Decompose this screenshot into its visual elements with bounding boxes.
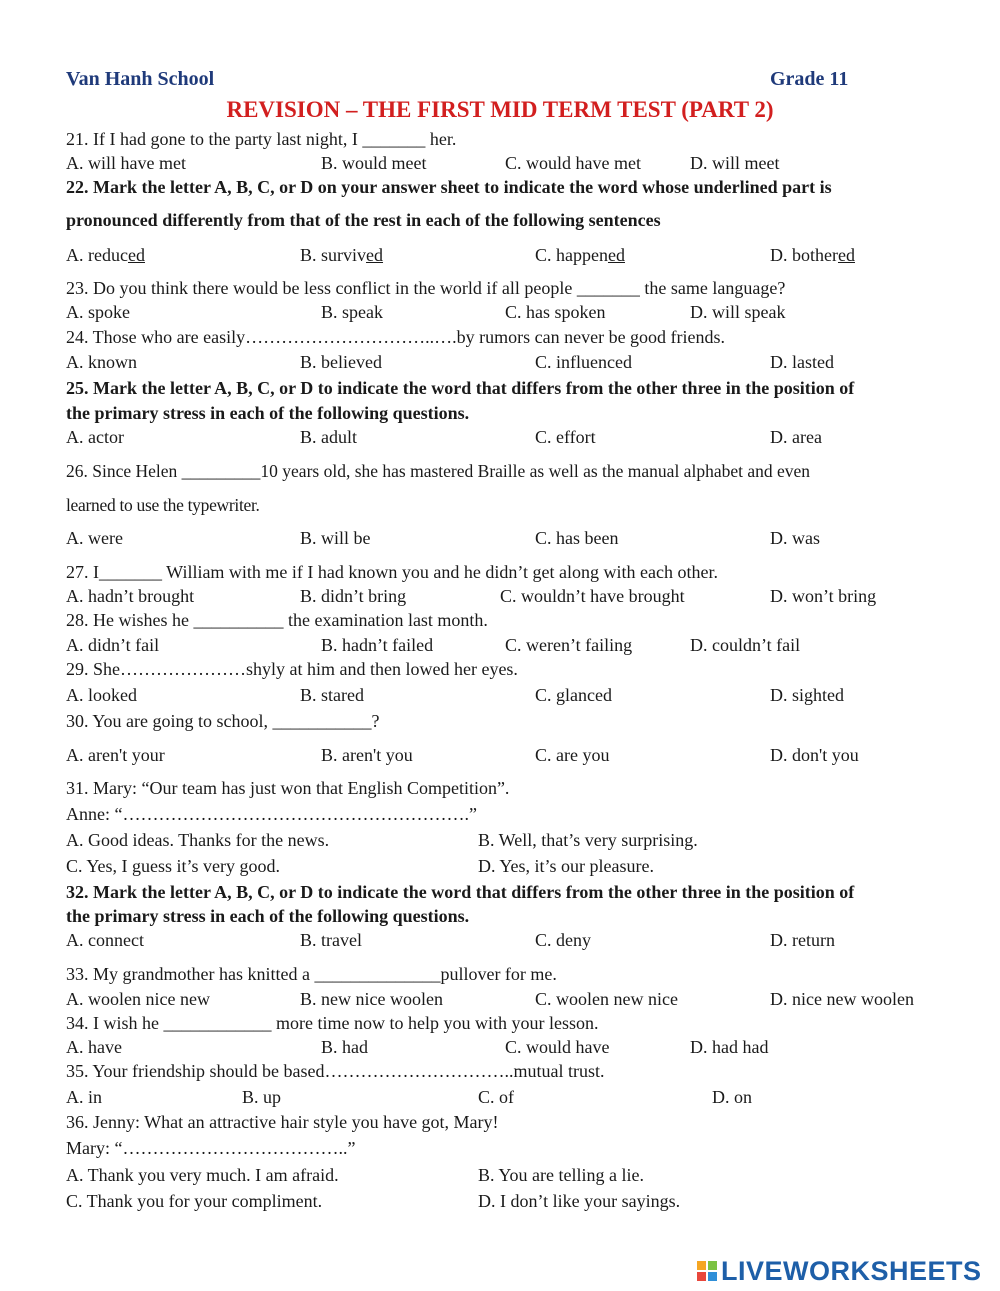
- school-name: Van Hanh School: [66, 68, 215, 90]
- question-23-text: 23. Do you think there would be less conflict in the world if all people _______ the same language?: [66, 278, 786, 298]
- q31-option-c[interactable]: C. Yes, I guess it’s very good.: [66, 856, 281, 876]
- question-22-line1: 22. Mark the letter A, B, C, or D on your answer sheet to indicate the word whose underlined part is: [66, 177, 832, 197]
- q33-option-c[interactable]: C. woolen new nice: [535, 989, 678, 1009]
- question-31-line1: 31. Mary: “Our team has just won that English Competition”.: [66, 778, 510, 798]
- q23-option-c[interactable]: C. has spoken: [505, 302, 606, 322]
- q21-option-c[interactable]: C. would have met: [505, 153, 641, 173]
- question-25-line2: the primary stress in each of the following questions.: [66, 403, 470, 423]
- q36-option-c[interactable]: C. Thank you for your compliment.: [66, 1191, 323, 1211]
- q28-option-a[interactable]: A. didn’t fail: [66, 635, 160, 655]
- q25-option-d[interactable]: D. area: [770, 427, 822, 447]
- q21-option-b[interactable]: B. would meet: [321, 153, 427, 173]
- q30-option-c[interactable]: C. are you: [535, 745, 610, 765]
- question-36-line1: 36. Jenny: What an attractive hair style you have got, Mary!: [66, 1112, 499, 1132]
- q32-option-d[interactable]: D. return: [770, 930, 835, 950]
- page-title: REVISION – THE FIRST MID TERM TEST (PART 2): [226, 97, 774, 122]
- q35-option-b[interactable]: B. up: [242, 1087, 282, 1107]
- question-26-line2: learned to use the typewriter.: [66, 495, 260, 515]
- question-31-line2: Anne: “………………………………………………….”: [66, 804, 477, 824]
- question-29-text: 29. She…………………shyly at him and then lowed her eyes.: [66, 659, 518, 679]
- q32-option-a[interactable]: A. connect: [66, 930, 144, 950]
- question-34-text: 34. I wish he ____________ more time now to help you with your lesson.: [66, 1013, 599, 1033]
- q33-option-a[interactable]: A. woolen nice new: [66, 989, 210, 1009]
- q29-option-b[interactable]: B. stared: [300, 685, 364, 705]
- q33-option-d[interactable]: D. nice new woolen: [770, 989, 914, 1009]
- q26-option-b[interactable]: B. will be: [300, 528, 371, 548]
- question-32-line2: the primary stress in each of the following questions.: [66, 906, 470, 926]
- question-24-text: 24. Those who are easily…………………………..….by rumors can never be good friends.: [66, 327, 726, 347]
- q36-option-d[interactable]: D. I don’t like your sayings.: [478, 1191, 681, 1211]
- logo-block-1: [697, 1261, 706, 1270]
- q34-option-b[interactable]: B. had: [321, 1037, 368, 1057]
- q22-d-underlined: ed: [837, 245, 855, 265]
- question-22-line2: pronounced differently from that of the rest in each of the following sentences: [66, 210, 661, 230]
- q26-option-d[interactable]: D. was: [770, 528, 820, 548]
- q22-c-underlined: ed: [607, 245, 625, 265]
- question-36-line2: Mary: “………………………………..”: [66, 1138, 356, 1158]
- q26-option-a[interactable]: A. were: [66, 528, 123, 548]
- logo-text: LIVEWORKSHEETS: [721, 1255, 982, 1286]
- q22-c-stem: C. happen: [535, 245, 608, 265]
- q22-d-stem: D. bother: [770, 245, 838, 265]
- logo-blocks-icon: [697, 1261, 717, 1281]
- q35-option-d[interactable]: D. on: [712, 1087, 752, 1107]
- q34-option-c[interactable]: C. would have: [505, 1037, 610, 1057]
- q22-option-c[interactable]: [535, 244, 625, 266]
- q21-option-a[interactable]: A. will have met: [66, 153, 186, 173]
- question-28-text: 28. He wishes he __________ the examination last month.: [66, 610, 488, 630]
- q32-option-b[interactable]: B. travel: [300, 930, 362, 950]
- q22-b-underlined: ed: [366, 245, 384, 265]
- question-21-text: 21. If I had gone to the party last night, I _______ her.: [66, 129, 457, 149]
- q30-option-a[interactable]: A. aren't your: [66, 745, 165, 765]
- q28-option-d[interactable]: D. couldn’t fail: [690, 635, 801, 655]
- q25-option-c[interactable]: C. effort: [535, 427, 596, 447]
- q36-option-b[interactable]: B. You are telling a lie.: [478, 1165, 644, 1185]
- question-35-text: 35. Your friendship should be based…………………………..mutual trust.: [66, 1061, 605, 1081]
- q25-option-b[interactable]: B. adult: [300, 427, 357, 447]
- q22-b-stem: B. surviv: [300, 245, 367, 265]
- q27-option-b[interactable]: B. didn’t bring: [300, 586, 407, 606]
- q21-option-d[interactable]: D. will meet: [690, 153, 780, 173]
- q26-option-c[interactable]: C. has been: [535, 528, 619, 548]
- q34-option-d[interactable]: D. had had: [690, 1037, 769, 1057]
- q30-option-d[interactable]: D. don't you: [770, 745, 859, 765]
- q28-option-b[interactable]: B. hadn’t failed: [321, 635, 434, 655]
- q24-option-b[interactable]: B. believed: [300, 352, 382, 372]
- q32-option-c[interactable]: C. deny: [535, 930, 591, 950]
- q25-option-a[interactable]: A. actor: [66, 427, 124, 447]
- q35-option-a[interactable]: A. in: [66, 1087, 102, 1107]
- logo-block-4: [708, 1272, 717, 1281]
- q31-option-b[interactable]: B. Well, that’s very surprising.: [478, 830, 698, 850]
- q27-option-a[interactable]: A. hadn’t brought: [66, 586, 195, 606]
- q30-option-b[interactable]: B. aren't you: [321, 745, 413, 765]
- q23-option-a[interactable]: A. spoke: [66, 302, 130, 322]
- grade-label: Grade 11: [770, 68, 849, 90]
- q22-option-d[interactable]: [770, 244, 855, 266]
- question-30-text: 30. You are going to school, ___________?: [66, 711, 380, 731]
- q29-option-a[interactable]: A. looked: [66, 685, 137, 705]
- q22-option-b[interactable]: [300, 244, 383, 266]
- q34-option-a[interactable]: A. have: [66, 1037, 122, 1057]
- q31-option-a[interactable]: A. Good ideas. Thanks for the news.: [66, 830, 330, 850]
- q23-option-d[interactable]: D. will speak: [690, 302, 786, 322]
- question-32-line1: 32. Mark the letter A, B, C, or D to indicate the word that differs from the other three in the position of: [66, 882, 855, 902]
- question-26-line1: 26. Since Helen _________10 years old, she has mastered Braille as well as the manual alphabet and even: [66, 461, 811, 481]
- q33-option-b[interactable]: B. new nice woolen: [300, 989, 443, 1009]
- logo-block-3: [697, 1272, 706, 1281]
- q31-option-d[interactable]: D. Yes, it’s our pleasure.: [478, 856, 654, 876]
- q27-option-d[interactable]: D. won’t bring: [770, 586, 877, 606]
- question-33-text: 33. My grandmother has knitted a ______________pullover for me.: [66, 964, 557, 984]
- q27-option-c[interactable]: C. wouldn’t have brought: [500, 586, 685, 606]
- q36-option-a[interactable]: A. Thank you very much. I am afraid.: [66, 1165, 339, 1185]
- q29-option-c[interactable]: C. glanced: [535, 685, 612, 705]
- q23-option-b[interactable]: B. speak: [321, 302, 383, 322]
- q22-a-underlined: ed: [127, 245, 145, 265]
- q24-option-a[interactable]: A. known: [66, 352, 137, 372]
- q22-option-a[interactable]: [66, 244, 145, 266]
- question-27-text: 27. I_______ William with me if I had known you and he didn’t get along with each other.: [66, 562, 718, 582]
- q24-option-d[interactable]: D. lasted: [770, 352, 834, 372]
- liveworksheets-logo[interactable]: [697, 1256, 982, 1286]
- question-25-line1: 25. Mark the letter A, B, C, or D to indicate the word that differs from the other three in the position of: [66, 378, 855, 398]
- q28-option-c[interactable]: C. weren’t failing: [505, 635, 633, 655]
- q29-option-d[interactable]: D. sighted: [770, 685, 844, 705]
- q35-option-c[interactable]: C. of: [478, 1087, 514, 1107]
- logo-block-2: [708, 1261, 717, 1270]
- q24-option-c[interactable]: C. influenced: [535, 352, 632, 372]
- q22-a-stem: A. reduc: [66, 245, 128, 265]
